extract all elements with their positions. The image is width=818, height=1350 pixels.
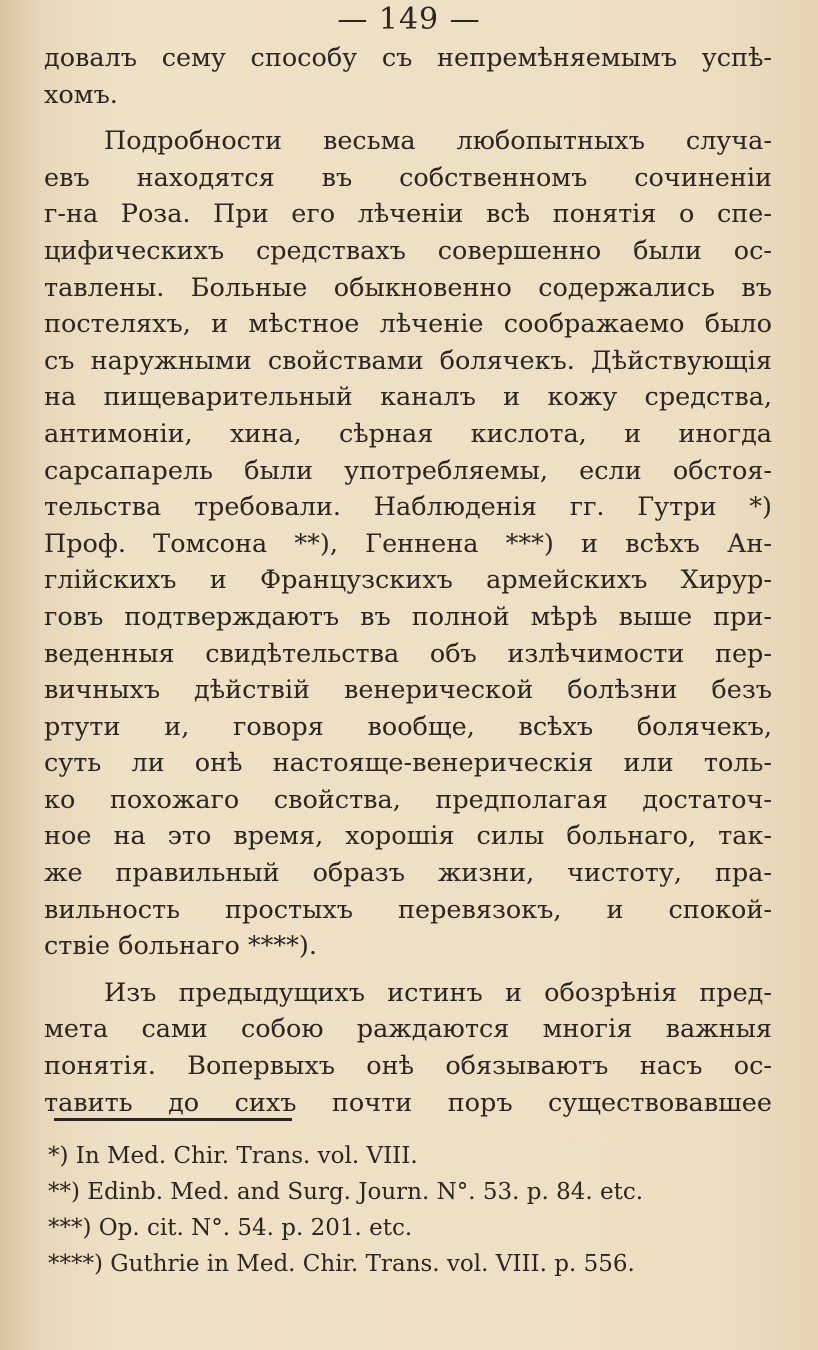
paragraph bbox=[44, 975, 772, 1121]
text-line: ное на это время, хорошія силы больнаго, так- bbox=[44, 821, 772, 852]
footnote: ****) Guthrie in Med. Chir. Trans. vol. VIII. p. 556. bbox=[48, 1251, 635, 1277]
paragraph bbox=[44, 123, 772, 965]
paragraph bbox=[44, 40, 772, 113]
text-line: тельства требовали. Наблюденія гг. Гутри *) bbox=[44, 492, 772, 523]
text-line: ртути и, говоря вообще, всѣхъ болячекъ, bbox=[44, 711, 772, 742]
text-line: веденныя свидѣтельства объ излѣчимости пер- bbox=[44, 638, 772, 669]
text-line: вичныхъ дѣйствій венерической болѣзни безъ bbox=[44, 675, 772, 706]
text-line: антимоніи, хина, сѣрная кислота, и иногда bbox=[44, 418, 772, 449]
text-line: глійскихъ и Французскихъ армейскихъ Хирур- bbox=[44, 565, 772, 596]
footnote: ***) Op. cit. N°. 54. p. 201. etc. bbox=[48, 1215, 413, 1241]
text-line: говъ подтверждаютъ въ полной мѣрѣ выше при- bbox=[44, 601, 772, 632]
text-line: цифическихъ средствахъ совершенно были ос- bbox=[44, 235, 772, 266]
text-line: Проф. Томсона **), Геннена ***) и всѣхъ Ан- bbox=[44, 528, 772, 559]
text-line: суть ли онѣ настояще-венерическія или толь- bbox=[44, 748, 772, 779]
text-line: тавить до сихъ почти поръ существовавшее bbox=[44, 1087, 772, 1118]
text-line: же правильный образъ жизни, чистоту, пра- bbox=[44, 858, 772, 889]
text-line: ко похожаго свойства, предполагая достаточ- bbox=[44, 784, 772, 815]
text-line: сарсапарель были употребляемы, если обстоя- bbox=[44, 455, 772, 486]
text-line: довалъ сему способу съ непремѣняемымъ успѣ- bbox=[44, 43, 772, 73]
text-line: съ наружными свойствами болячекъ. Дѣйствующія bbox=[44, 345, 772, 376]
text-line: постеляхъ, и мѣстное лѣченіе соображаемо было bbox=[44, 309, 772, 340]
footnote: *) In Med. Chir. Trans. vol. VIII. bbox=[48, 1143, 418, 1169]
text-line: Подробности весьма любопытныхъ случа- bbox=[104, 126, 772, 157]
footnote: **) Edinb. Med. and Surg. Journ. N°. 53. p. 84. etc. bbox=[48, 1179, 644, 1205]
text-line: г-на Роза. При его лѣченіи всѣ понятія о спе- bbox=[44, 199, 772, 230]
footnote-divider bbox=[54, 1118, 292, 1121]
text-line: вильность простыхъ перевязокъ, и спокой- bbox=[44, 894, 772, 925]
text-line: Изъ предыдущихъ истинъ и обозрѣнія пред- bbox=[104, 977, 772, 1008]
text-line: евъ находятся въ собственномъ сочиненіи bbox=[44, 162, 772, 193]
text-line: понятія. Вопервыхъ онѣ обязываютъ насъ ос- bbox=[44, 1051, 772, 1082]
text-line: мета сами собою раждаются многія важныя bbox=[44, 1014, 772, 1045]
text-line: хомъ. bbox=[44, 79, 118, 110]
text-line: ствіе больнаго ****). bbox=[44, 931, 317, 962]
text-line: на пищеварительный каналъ и кожу средства, bbox=[44, 382, 772, 413]
page-number: — 149 — bbox=[337, 2, 481, 37]
body-text bbox=[44, 40, 772, 1121]
text-line: тавлены. Больные обыкновенно содержались въ bbox=[44, 272, 772, 303]
footnotes bbox=[48, 1138, 768, 1282]
